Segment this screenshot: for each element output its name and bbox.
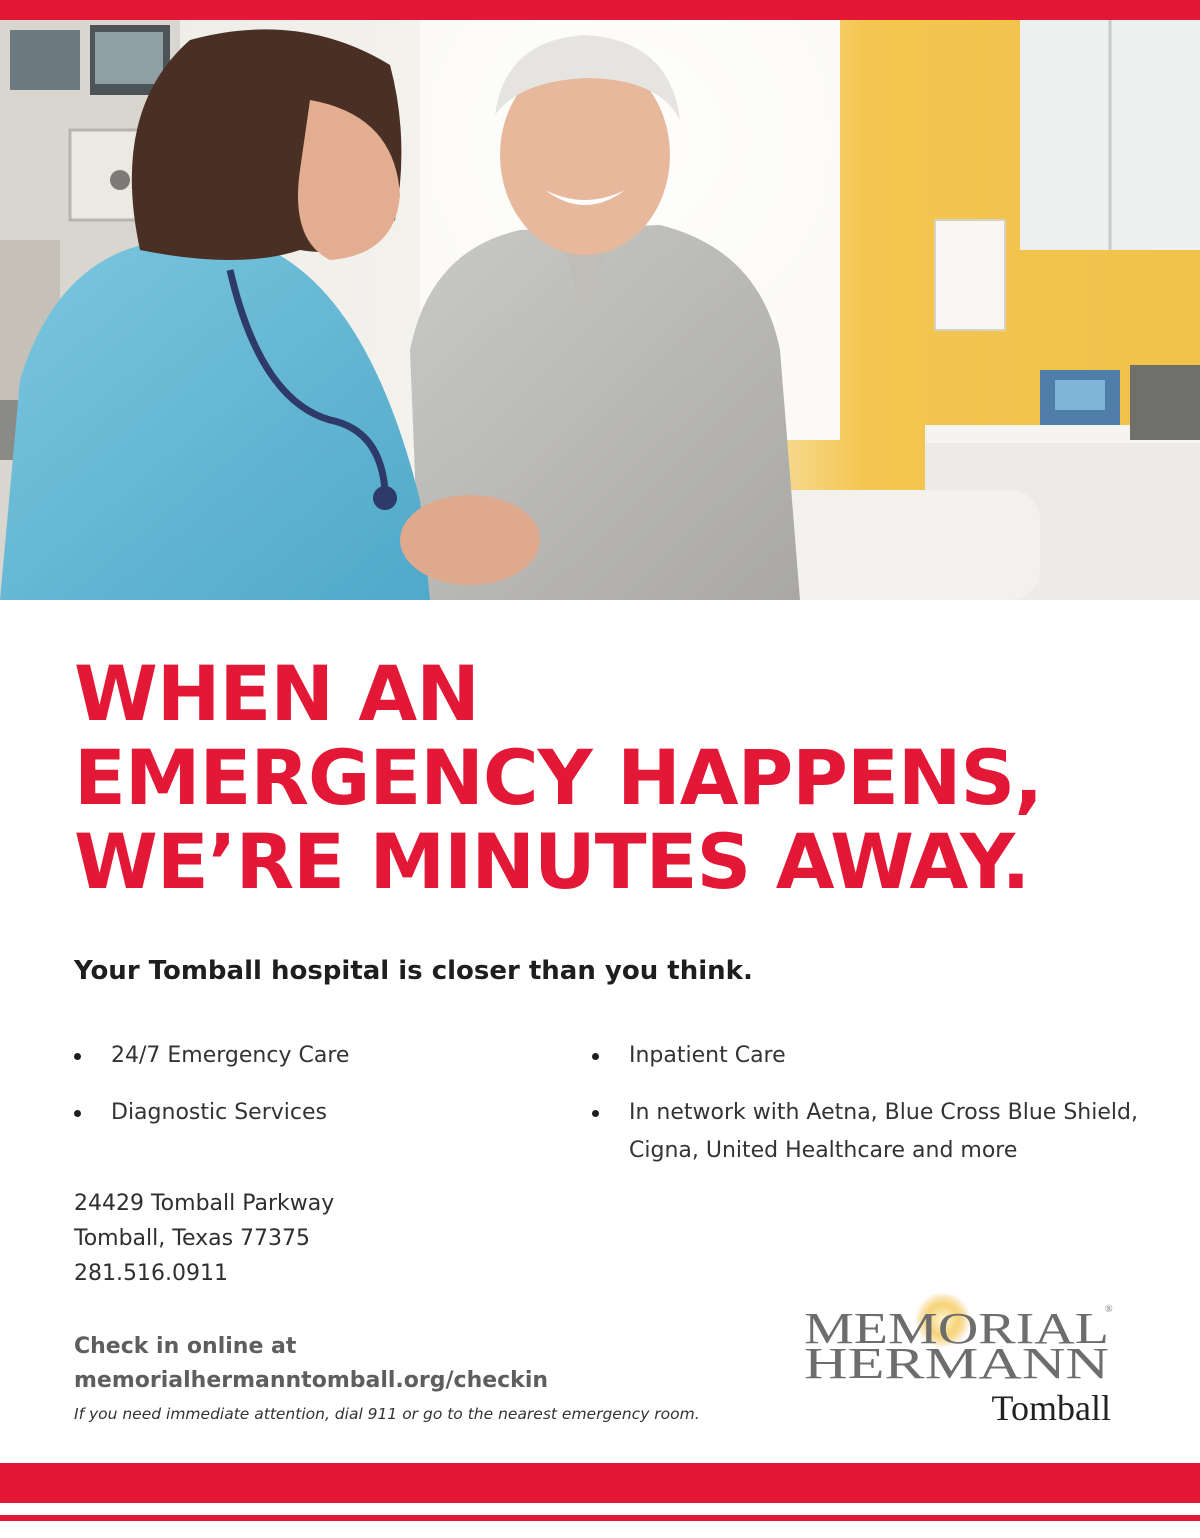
headline-line-3: WE’RE MINUTES AWAY. bbox=[74, 817, 1030, 906]
subheading: Your Tomball hospital is closer than you think. bbox=[74, 956, 753, 986]
top-red-bar bbox=[0, 0, 1200, 20]
nurse-patient-illustration bbox=[0, 20, 1200, 600]
logo-line-memorial: MEMORIAL bbox=[804, 1304, 1109, 1353]
checkin-label: Check in online at bbox=[74, 1334, 297, 1359]
city-state-zip: Tomball, Texas 77375 bbox=[74, 1226, 311, 1251]
phone-number[interactable]: 281.516.0911 bbox=[74, 1261, 228, 1286]
services-list-left bbox=[73, 1037, 493, 1151]
hero-photo bbox=[0, 20, 1200, 600]
headline-line-1: WHEN AN bbox=[74, 649, 479, 738]
address-block bbox=[74, 1186, 334, 1291]
checkin-url-link[interactable]: memorialhermanntomball.org/checkin bbox=[74, 1368, 549, 1393]
service-item: Inpatient Care bbox=[591, 1037, 1151, 1075]
checkin-block bbox=[74, 1330, 548, 1398]
emergency-disclaimer: If you need immediate attention, dial 911 or go to the nearest emergency room. bbox=[74, 1405, 700, 1423]
service-item: In network with Aetna, Blue Cross Blue Shield, Cigna, United Healthcare and more bbox=[591, 1094, 1151, 1170]
bottom-red-line bbox=[0, 1515, 1200, 1521]
bottom-red-band bbox=[0, 1463, 1200, 1503]
services-list-right bbox=[591, 1037, 1151, 1189]
headline-line-2: EMERGENCY HAPPENS, bbox=[74, 733, 1043, 822]
logo-registered-mark: ® bbox=[1105, 1304, 1113, 1315]
headline bbox=[74, 649, 1134, 906]
memorial-hermann-tomball-logo bbox=[796, 1290, 1126, 1430]
service-item: 24/7 Emergency Care bbox=[73, 1037, 493, 1075]
service-item: Diagnostic Services bbox=[73, 1094, 493, 1132]
street-address: 24429 Tomball Parkway bbox=[74, 1191, 335, 1216]
logo-line-hermann: HERMANN bbox=[804, 1339, 1109, 1388]
logo-line-tomball: Tomball bbox=[991, 1388, 1111, 1428]
